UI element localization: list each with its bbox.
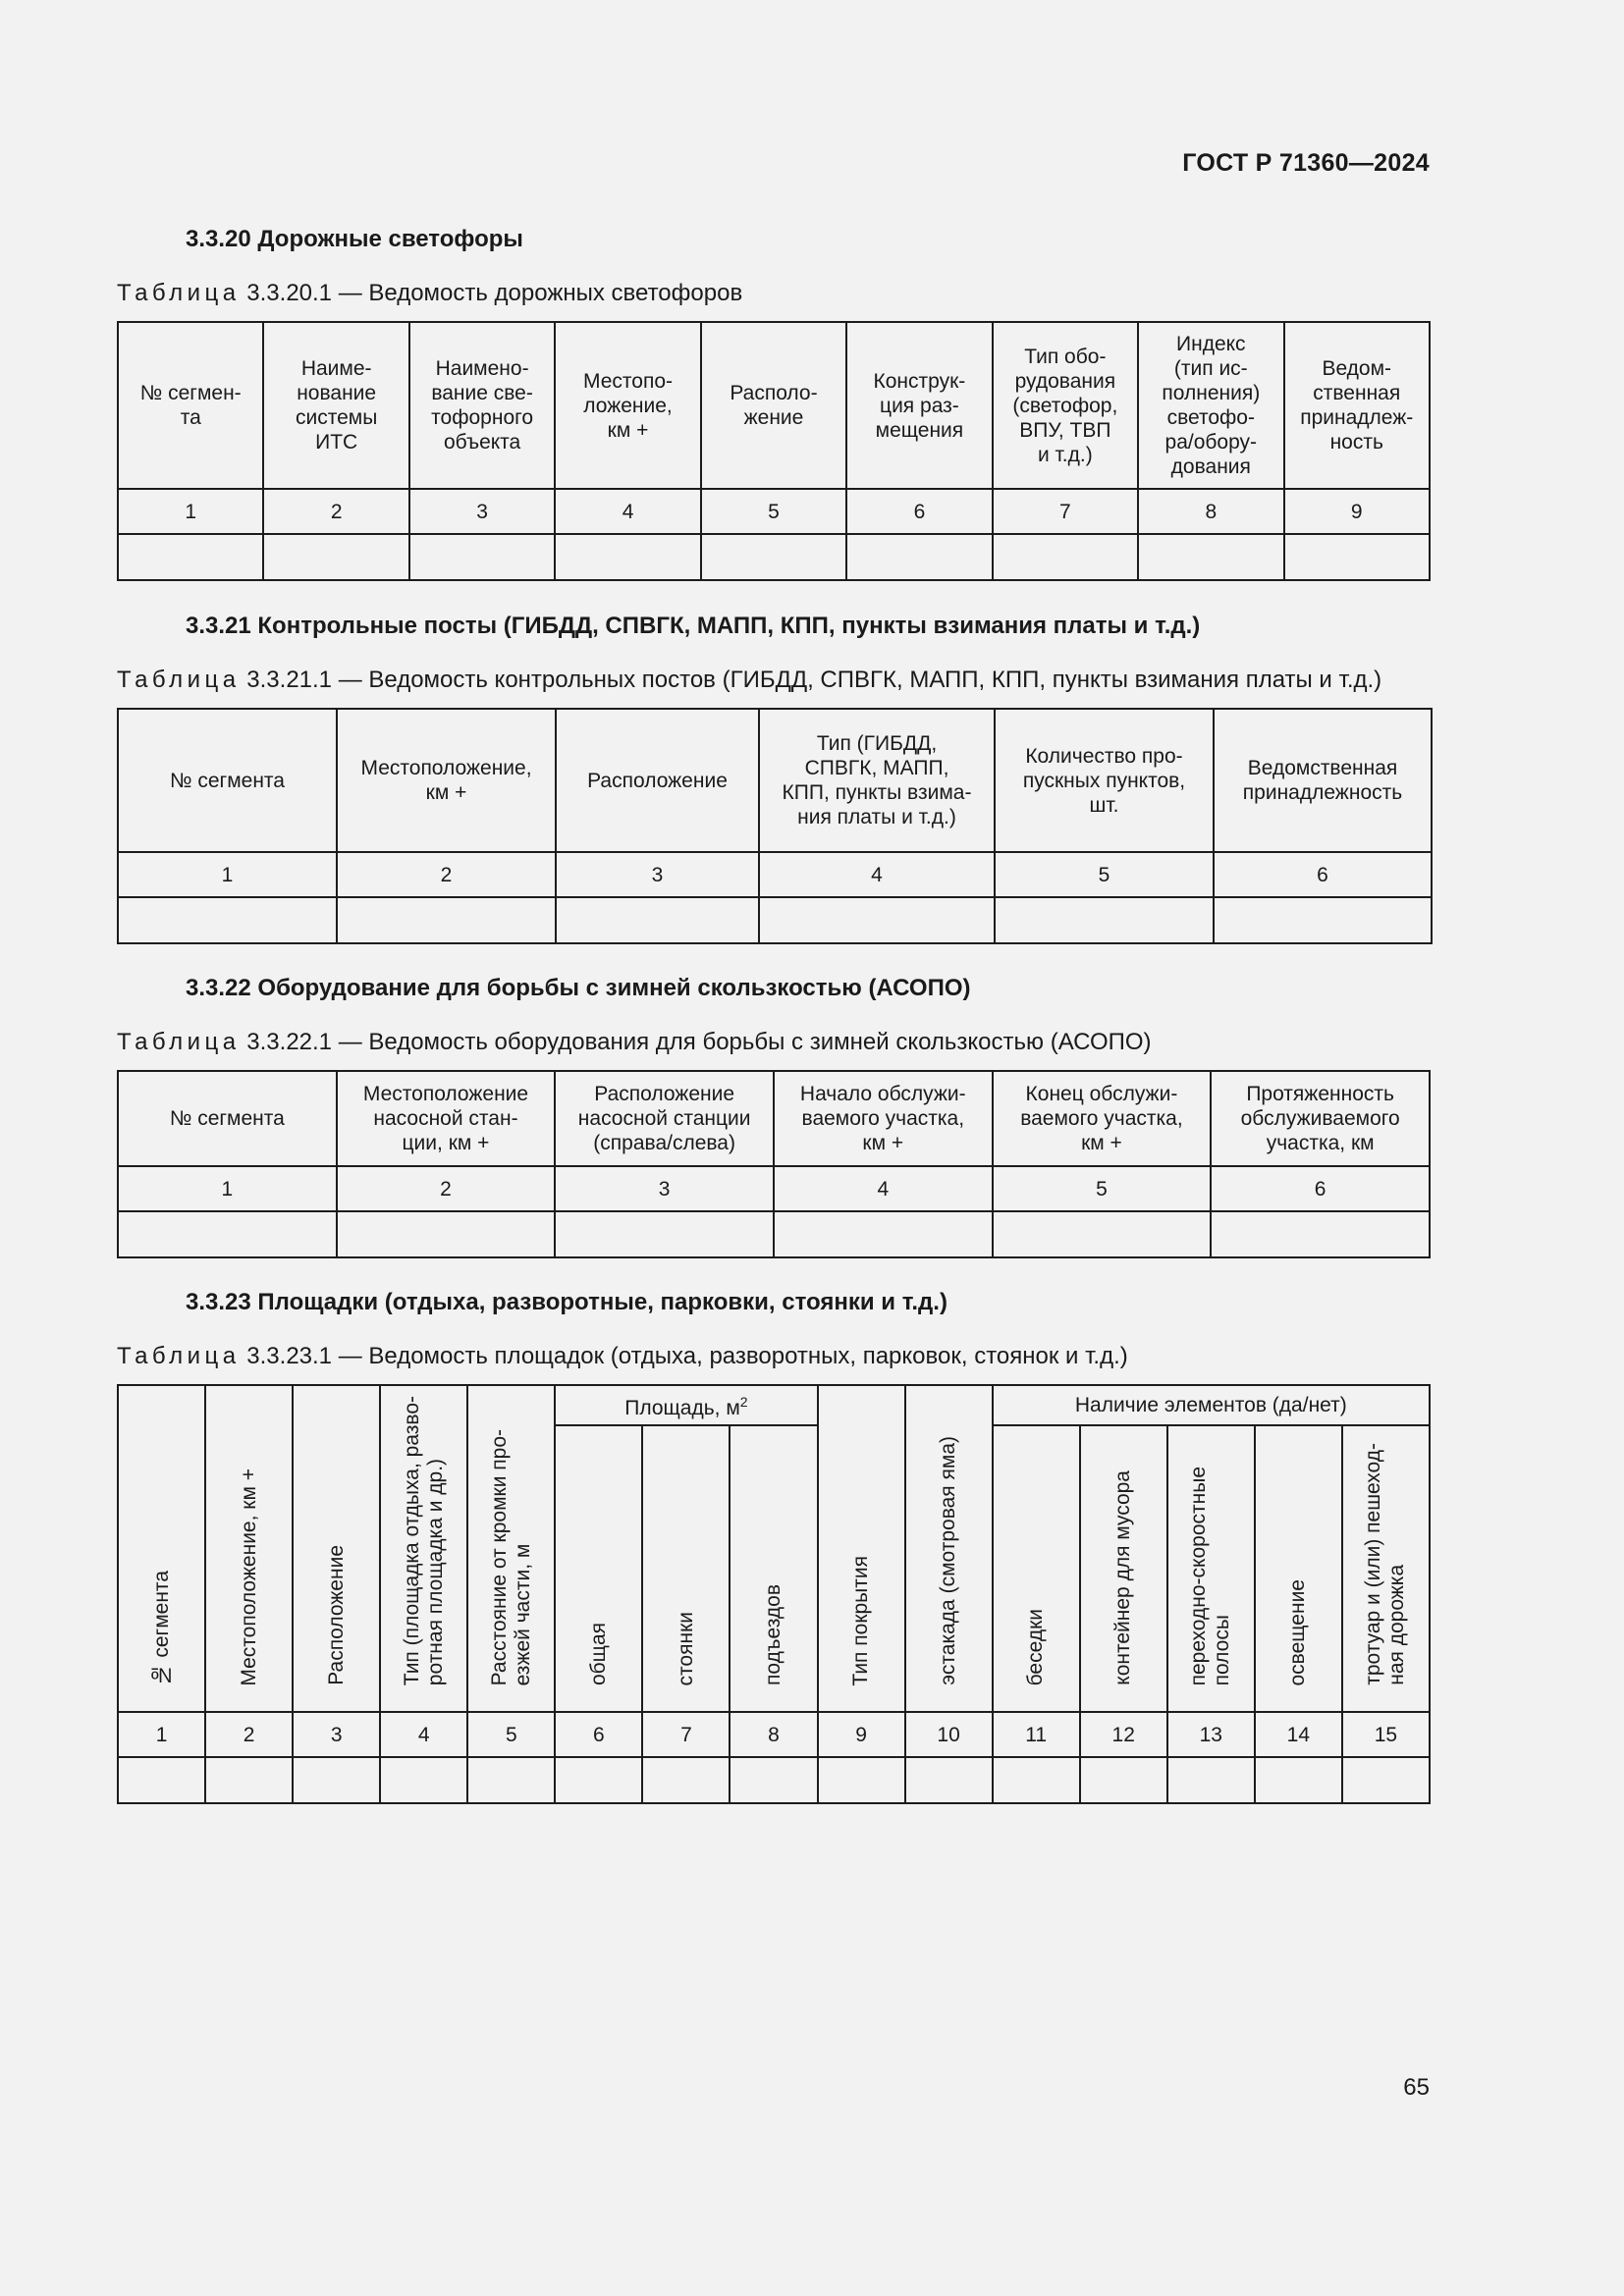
header-cell: Местоположение насосной стан- ции, км + xyxy=(337,1071,556,1166)
header-cell: Начало обслужи- ваемого участка, км + xyxy=(774,1071,993,1166)
header-cell: тротуар и (или) пешеход- ная дорожка xyxy=(1342,1425,1430,1712)
header-row-top xyxy=(118,1385,1430,1425)
header-cell: Располо- жение xyxy=(701,322,846,489)
column-number-row xyxy=(118,852,1432,897)
empty-cell xyxy=(1211,1211,1430,1257)
header-cell: Конструк- ция раз- мещения xyxy=(846,322,992,489)
empty-cell xyxy=(409,534,555,580)
empty-cell xyxy=(555,1757,642,1803)
header-cell: Расположение xyxy=(556,709,759,852)
column-number-row xyxy=(118,1166,1430,1211)
caption-text: 3.3.20.1 — Ведомость дорожных светофоров xyxy=(246,280,743,306)
column-number: 1 xyxy=(118,1712,205,1757)
empty-cell xyxy=(1167,1757,1255,1803)
caption-label: Таблица xyxy=(117,1029,241,1055)
header-cell: освещение xyxy=(1255,1425,1342,1712)
header-row xyxy=(118,1071,1430,1166)
header-cell: Количество про- пускных пунктов, шт. xyxy=(995,709,1214,852)
header-cell: Тип покрытия xyxy=(818,1385,905,1712)
table-anti-icing-equipment xyxy=(117,1070,1431,1258)
empty-cell xyxy=(467,1757,555,1803)
section-heading-3-3-22: 3.3.22 Оборудование для борьбы с зимней скользкостью (АСОПО) xyxy=(186,975,971,1001)
empty-cell xyxy=(995,897,1214,943)
empty-cell xyxy=(846,534,992,580)
column-number: 5 xyxy=(701,489,846,534)
column-number: 15 xyxy=(1342,1712,1430,1757)
column-number: 12 xyxy=(1080,1712,1167,1757)
caption-label: Таблица xyxy=(117,667,241,693)
header-cell: Тип (ГИБДД, СПВГК, МАПП, КПП, пункты взима- ния платы и т.д.) xyxy=(759,709,995,852)
column-number: 6 xyxy=(1211,1166,1430,1211)
empty-cell xyxy=(1080,1757,1167,1803)
column-number: 10 xyxy=(905,1712,993,1757)
column-number: 4 xyxy=(759,852,995,897)
caption-text: 3.3.22.1 — Ведомость оборудования для борьбы с зимней скользкостью (АСОПО) xyxy=(246,1029,1152,1055)
empty-cell xyxy=(380,1757,467,1803)
empty-cell xyxy=(730,1757,817,1803)
column-number: 1 xyxy=(118,852,337,897)
table-checkpoints xyxy=(117,708,1433,944)
section-heading-3-3-20: 3.3.20 Дорожные светофоры xyxy=(186,226,523,252)
header-cell: Конец обслужи- ваемого участка, км + xyxy=(993,1071,1212,1166)
column-number: 3 xyxy=(409,489,555,534)
column-number: 2 xyxy=(263,489,408,534)
empty-row xyxy=(118,1211,1430,1257)
empty-cell xyxy=(642,1757,730,1803)
column-number: 1 xyxy=(118,489,263,534)
column-number: 3 xyxy=(555,1166,774,1211)
header-cell: эстакада (смотровая яма) xyxy=(905,1385,993,1712)
caption-label: Таблица xyxy=(117,1343,241,1369)
section-heading-3-3-23: 3.3.23 Площадки (отдыха, разворотные, парковки, стоянки и т.д.) xyxy=(186,1289,947,1315)
column-number: 7 xyxy=(993,489,1138,534)
header-cell: Местоположение, км + xyxy=(337,709,556,852)
table-traffic-lights xyxy=(117,321,1431,581)
empty-cell xyxy=(118,897,337,943)
empty-cell xyxy=(993,534,1138,580)
header-cell: Местоположение, км + xyxy=(205,1385,293,1712)
group-header-area: Площадь, $м^2$ xyxy=(555,1385,817,1425)
header-cell: Наиме- нование системы ИТС xyxy=(263,322,408,489)
header-cell: № сегмента xyxy=(118,709,337,852)
header-cell: контейнер для мусора xyxy=(1080,1425,1167,1712)
empty-cell xyxy=(774,1211,993,1257)
column-number: 8 xyxy=(730,1712,817,1757)
column-number: 2 xyxy=(205,1712,293,1757)
header-cell: Расстояние от кромки про- езжей части, м xyxy=(467,1385,555,1712)
column-number: 6 xyxy=(555,1712,642,1757)
table-caption-3-3-21-1 xyxy=(117,667,1381,694)
column-number: 2 xyxy=(337,1166,556,1211)
empty-cell xyxy=(1214,897,1432,943)
column-number: 6 xyxy=(1214,852,1432,897)
empty-cell xyxy=(118,534,263,580)
column-number: 3 xyxy=(556,852,759,897)
header-cell: подъездов xyxy=(730,1425,817,1712)
header-cell: Тип (площадка отдыха, разво- ротная площадка и др.) xyxy=(380,1385,467,1712)
empty-cell xyxy=(759,897,995,943)
header-cell: стоянки xyxy=(642,1425,730,1712)
column-number: 9 xyxy=(1284,489,1431,534)
table-caption-3-3-22-1 xyxy=(117,1029,1152,1056)
empty-cell xyxy=(556,897,759,943)
table-caption-3-3-23-1 xyxy=(117,1343,1128,1370)
column-number-row xyxy=(118,1712,1430,1757)
column-number: 4 xyxy=(774,1166,993,1211)
header-cell: Расположение xyxy=(293,1385,380,1712)
caption-label: Таблица xyxy=(117,280,241,306)
empty-cell xyxy=(993,1211,1212,1257)
header-cell: № сегмента xyxy=(118,1071,337,1166)
empty-row xyxy=(118,897,1432,943)
column-number: 4 xyxy=(380,1712,467,1757)
header-cell: Тип обо- рудования (светофор, ВПУ, ТВП и т.д.) xyxy=(993,322,1138,489)
page-number: 65 xyxy=(1403,2074,1430,2101)
empty-cell xyxy=(993,1757,1080,1803)
column-number: 5 xyxy=(467,1712,555,1757)
empty-cell xyxy=(701,534,846,580)
group-header-elements: Наличие элементов (да/нет) xyxy=(993,1385,1430,1425)
empty-cell xyxy=(1255,1757,1342,1803)
caption-text: 3.3.23.1 — Ведомость площадок (отдыха, разворотных, парковок, стоянок и т.д.) xyxy=(246,1343,1128,1369)
caption-text: 3.3.21.1 — Ведомость контрольных постов (ГИБДД, СПВГК, МАПП, КПП, пункты взимания платы и т.д.) xyxy=(246,667,1382,693)
empty-cell xyxy=(293,1757,380,1803)
column-number: 1 xyxy=(118,1166,337,1211)
column-number-row xyxy=(118,489,1430,534)
header-row xyxy=(118,322,1430,489)
header-cell: № сегмента xyxy=(118,1385,205,1712)
column-number: 9 xyxy=(818,1712,905,1757)
section-heading-3-3-21: 3.3.21 Контрольные посты (ГИБДД, СПВГК, МАПП, КПП, пункты взимания платы и т.д.) xyxy=(186,613,1201,639)
column-number: 5 xyxy=(993,1166,1212,1211)
empty-cell xyxy=(905,1757,993,1803)
header-cell: общая xyxy=(555,1425,642,1712)
empty-cell xyxy=(555,1211,774,1257)
empty-cell xyxy=(118,1211,337,1257)
empty-row xyxy=(118,1757,1430,1803)
header-cell: Наимено- вание све- тофорного объекта xyxy=(409,322,555,489)
column-number: 5 xyxy=(995,852,1214,897)
empty-cell xyxy=(337,897,556,943)
table-caption-3-3-20-1 xyxy=(117,280,742,307)
column-number: 11 xyxy=(993,1712,1080,1757)
header-cell: Ведом- ственная принадлеж- ность xyxy=(1284,322,1431,489)
header-cell: Ведомственная принадлежность xyxy=(1214,709,1432,852)
header-cell: Протяженность обслуживаемого участка, км xyxy=(1211,1071,1430,1166)
column-number: 6 xyxy=(846,489,992,534)
empty-cell xyxy=(1284,534,1431,580)
column-number: 13 xyxy=(1167,1712,1255,1757)
column-number: 3 xyxy=(293,1712,380,1757)
header-row xyxy=(118,709,1432,852)
empty-cell xyxy=(1138,534,1283,580)
document-id: ГОСТ Р 71360—2024 xyxy=(1182,149,1430,177)
column-number: 14 xyxy=(1255,1712,1342,1757)
column-number: 2 xyxy=(337,852,556,897)
header-cell: Индекс (тип ис- полнения) светофо- ра/обору- дования xyxy=(1138,322,1283,489)
header-cell: № сегмен- та xyxy=(118,322,263,489)
header-cell: беседки xyxy=(993,1425,1080,1712)
header-cell: Местопо- ложение, км + xyxy=(555,322,700,489)
column-number: 4 xyxy=(555,489,700,534)
empty-cell xyxy=(1342,1757,1430,1803)
table-platforms xyxy=(117,1384,1431,1804)
header-cell: переходно-скоростные полосы xyxy=(1167,1425,1255,1712)
empty-cell xyxy=(118,1757,205,1803)
empty-cell xyxy=(337,1211,556,1257)
empty-row xyxy=(118,534,1430,580)
empty-cell xyxy=(818,1757,905,1803)
empty-cell xyxy=(555,534,700,580)
column-number: 8 xyxy=(1138,489,1283,534)
column-number: 7 xyxy=(642,1712,730,1757)
header-cell: Расположение насосной станции (справа/слева) xyxy=(555,1071,774,1166)
empty-cell xyxy=(263,534,408,580)
empty-cell xyxy=(205,1757,293,1803)
